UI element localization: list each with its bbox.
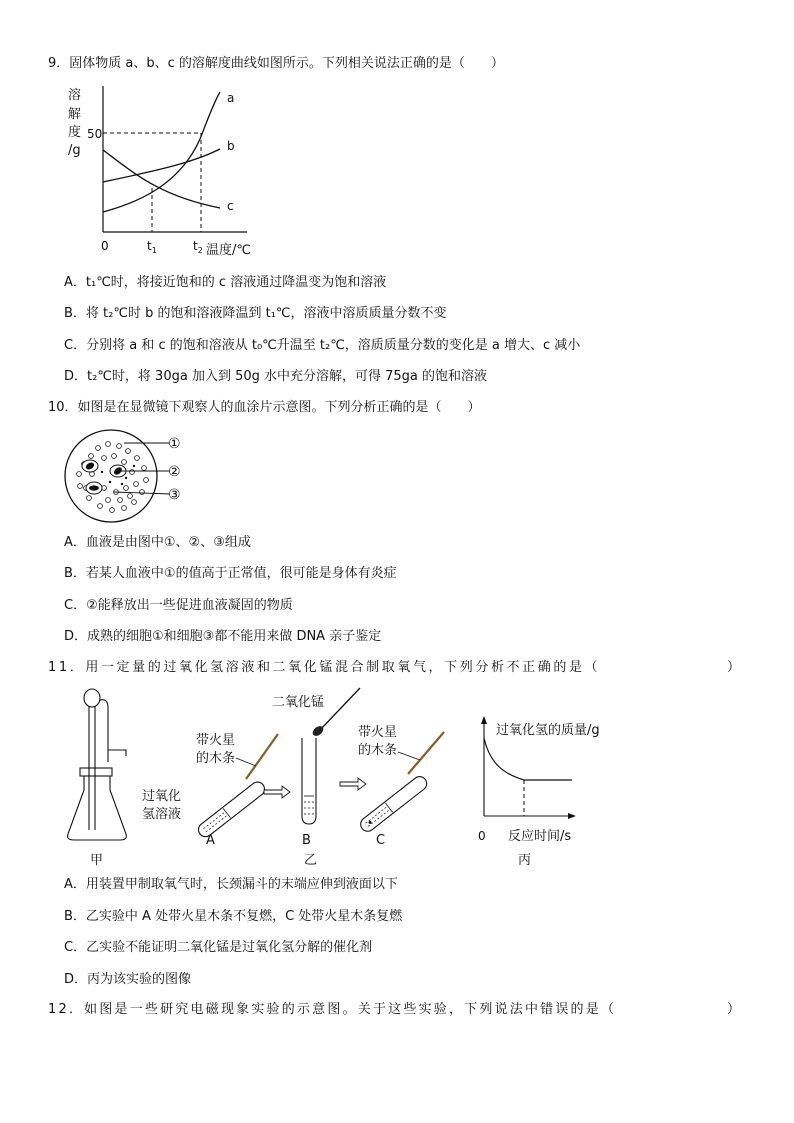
tube-a-label: A [206,833,215,848]
splint-c-line1: 带火星 [358,725,398,740]
curve-a [103,92,220,212]
solubility-graph [60,84,260,264]
mno2-label: 二氧化锰 [272,695,325,710]
tube-c-label: C [376,833,386,848]
oxygen-experiment-figure [60,684,620,874]
q11-option-b: B．乙实验中 A 处带火星木条不复燃，C 处带火星木条复燃 [64,909,403,924]
q9-option-c: C．分别将 a 和 c 的饱和溶液从 t₀℃升温至 t₂℃，溶质质量分数的变化是 a 增大、c 减小 [64,338,581,353]
q10-option-d: D．成熟的细胞①和细胞③都不能用来做 DNA 亲子鉴定 [64,629,382,644]
graph-y-label: 过氧化氢的质量/g [496,723,600,738]
label-3: ③ [168,487,181,503]
h2o2-line1: 过氧化 [142,789,182,804]
y-label-1: 溶 [68,88,82,103]
jia-label: 甲 [90,853,104,868]
curve-b [103,149,220,182]
curve-b-label: b [227,139,235,153]
y-tick-50: 50 [87,127,103,141]
q10-option-b: B．若某人血液中①的值高于正常值，很可能是身体有炎症 [64,566,397,581]
q11-option-c: C．乙实验不能证明二氧化锰是过氧化氢分解的催化剂 [64,940,373,955]
tube-a [196,734,278,840]
curve-c-label: c [227,199,234,213]
graph-x-label: 反应时间/s [508,829,572,844]
label-1: ① [168,436,181,452]
h2o2-line2: 氢溶液 [142,807,182,822]
q10-stem: 10．如图是在显微镜下观察人的血涂片示意图。下列分析正确的是（ ） [48,400,481,415]
y-label-4: /g [68,143,81,158]
flask-apparatus [68,689,127,840]
x-axis-label: 温度/℃ [206,243,251,258]
q9-option-d: D．t₂℃时，将 30ga 加入到 50g 水中充分溶解，可得 75ga 的饱和溶液 [64,369,488,384]
curve-a-label: a [227,91,235,105]
q11-option-a: A．用装置甲制取氧气时，长颈漏斗的末端应伸到液面以下 [64,877,398,892]
q9-option-b: B．将 t₂℃时 b 的饱和溶液降温到 t₁℃，溶液中溶质质量分数不变 [64,306,447,321]
q11-stem: 11．用一定量的过氧化氢溶液和二氧化锰混合制取氧气，下列分析不正确的是（ [48,660,601,675]
q10-option-c: C．②能释放出一些促进血液凝固的物质 [64,598,293,613]
q9-stem: 9．固体物质 a、b、c 的溶解度曲线如图所示。下列相关说法正确的是（ ） [48,56,504,71]
bing-label: 丙 [518,853,532,868]
t2-label: $t_2$ [193,239,203,255]
splint-a-line2: 的木条 [196,751,236,766]
graph-origin: 0 [478,829,486,843]
q11-stem-line [48,659,740,677]
q10-option-a: A．血液是由图中①、②、③组成 [64,535,251,550]
q12-stem-end: ） [726,1002,740,1017]
q12-stem-line [48,1001,740,1019]
t1-label: $t_1$ [147,239,157,255]
yi-label: 乙 [304,853,318,868]
q11-stem-end: ） [726,660,740,675]
q9-option-a: A．t₁℃时，将接近饱和的 c 溶液通过降温变为饱和溶液 [64,275,387,290]
splint-a-line1: 带火星 [196,733,236,748]
curve-c [103,150,220,208]
origin-label: 0 [101,239,109,253]
tube-b-label: B [302,833,311,848]
q11-option-d: D．丙为该实验的图像 [64,972,192,987]
label-2: ② [168,464,181,480]
blood-smear-figure [64,426,204,526]
splint-c-line2: 的木条 [358,743,398,758]
y-label-3: 度 [68,125,82,140]
y-label-2: 解 [68,107,82,122]
q12-stem: 12．如图是一些研究电磁现象实验的示意图。关于这些实验，下列说法中错误的是（ [48,1002,617,1017]
